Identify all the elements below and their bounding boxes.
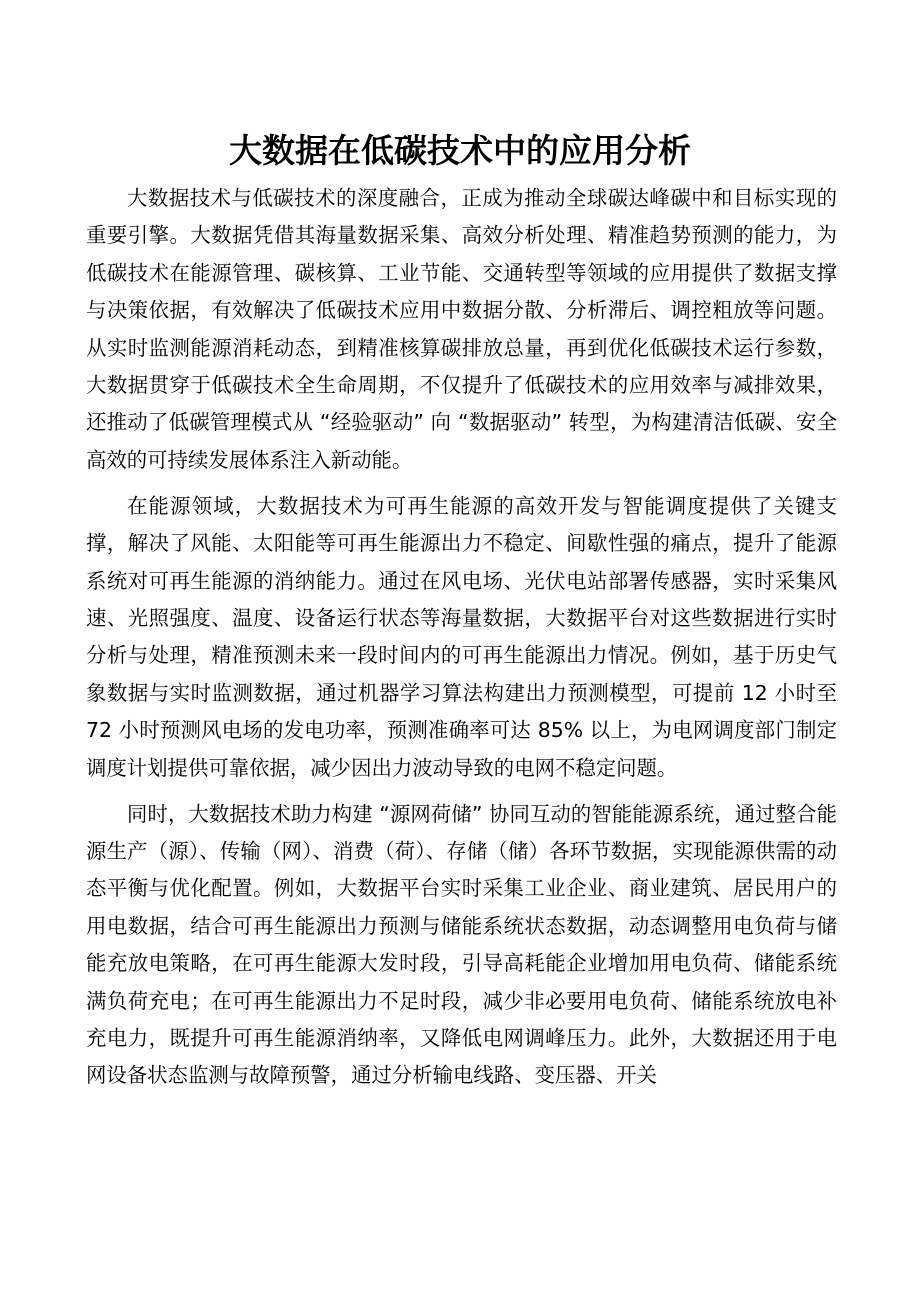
paragraph-source-grid-load-storage: 同时，大数据技术助力构建 “源网荷储” 协同互动的智能能源系统，通过整合能源生产（源）、传输（网）、消费（荷）、存储（储）各环节数据，实现能源供需的动态平衡与优化配置。例如，大数据平台实时采集工业企业、商业建筑、居民用户的用电数据，结合可再生能源出力预测与储能系统状态数据，动态调整用电负荷与储能充放电策略，在可再生能源大发时段，引导高耗能企业增加用电负荷、储能系统满负荷充电；在可再生能源出力不足时段，减少非必要用电负荷、储能系统放电补充电力，既提升可再生能源消纳率，又降低电网调峰压力。此外，大数据还用于电网设备状态监测与故障预警，通过分析输电线路、变压器、开关 (86, 801, 837, 1088)
paragraph-energy-field: 在能源领域，大数据技术为可再生能源的高效开发与智能调度提供了关键支撑，解决了风能、太阳能等可再生能源出力不稳定、间歇性强的痛点，提升了能源系统对可再生能源的消纳能力。通过在风电场、光伏电站部署传感器，实时采集风速、光照强度、温度、设备运行状态等海量数据，大数据平台对这些数据进行实时分析与处理，精准预测未来一段时间内的可再生能源出力情况。例如，基于历史气象数据与实时监测数据，通过机器学习算法构建出力预测模型，可提前 12 小时至 72 小时预测风电场的发电功率，预测准确率可达 85% 以上，为电网调度部门制定调度计划提供可靠依据，减少因出力波动导致的电网不稳定问题。 (86, 493, 837, 780)
paragraph-intro: 大数据技术与低碳技术的深度融合，正成为推动全球碳达峰碳中和目标实现的重要引擎。大数据凭借其海量数据采集、高效分析处理、精准趋势预测的能力，为低碳技术在能源管理、碳核算、工业节能、交通转型等领域的应用提供了数据支撑与决策依据，有效解决了低碳技术应用中数据分散、分析滞后、调控粗放等问题。从实时监测能源消耗动态，到精准核算碳排放总量，再到优化低碳技术运行参数，大数据贯穿于低碳技术全生命周期，不仅提升了低碳技术的应用效率与减排效果，还推动了低碳管理模式从 “经验驱动” 向 “数据驱动” 转型，为构建清洁低碳、安全高效的可持续发展体系注入新动能。 (86, 186, 837, 472)
document-body (86, 180, 837, 1095)
document-title: 大数据在低碳技术中的应用分析 (229, 131, 691, 170)
